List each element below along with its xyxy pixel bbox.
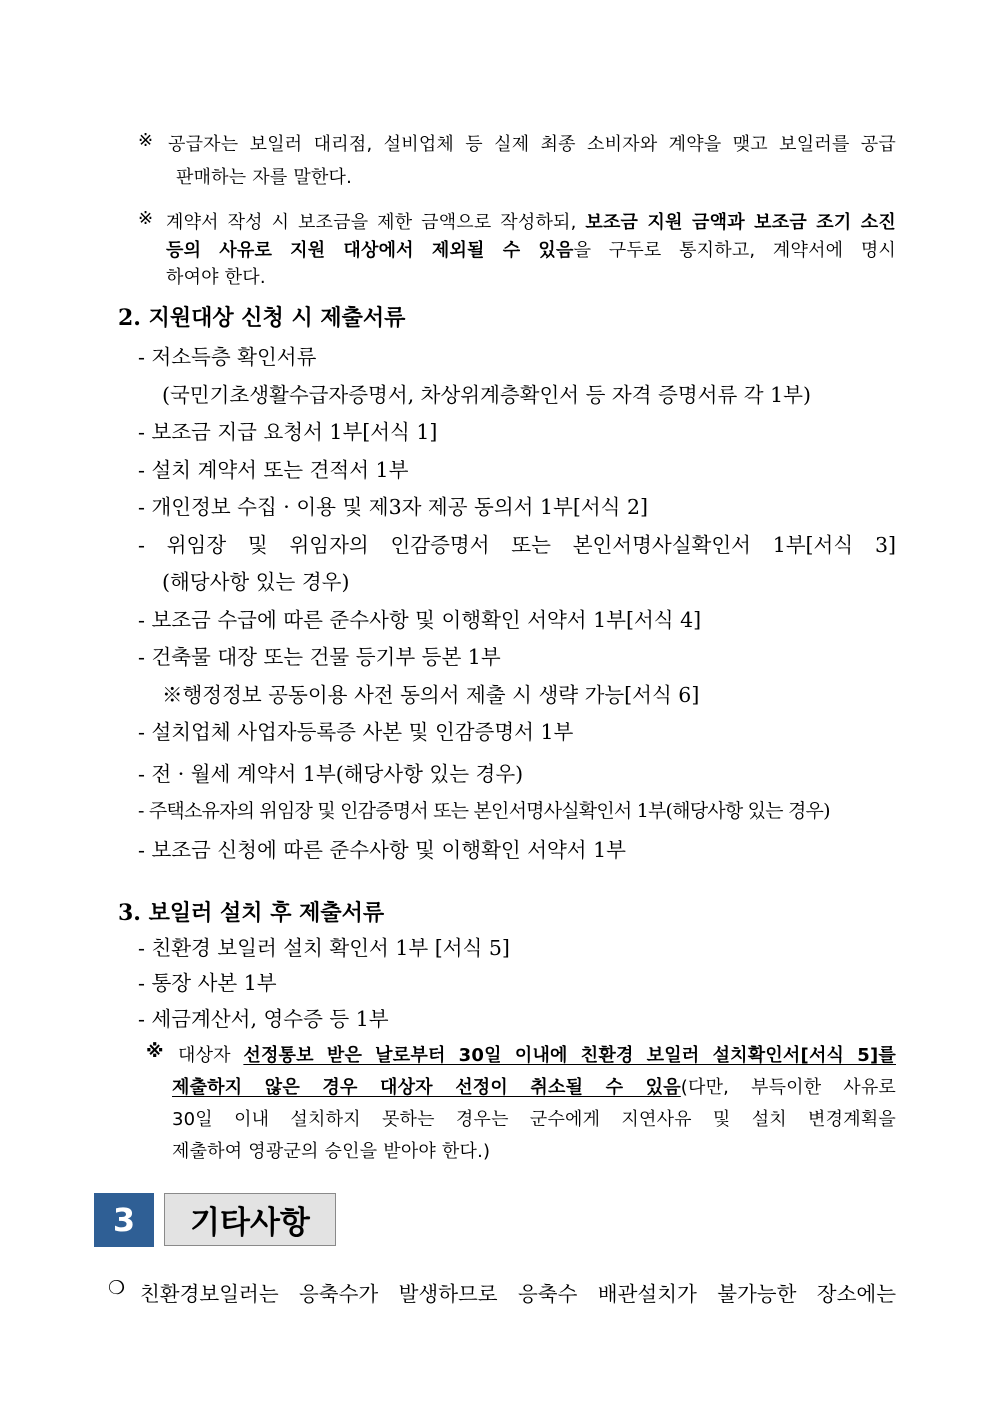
list-item: (국민기초생활수급자증명서, 차상위계층확인서 등 자격 증명서류 각 1부): [162, 383, 811, 407]
list-item: - 보조금 지급 요청서 1부[서식 1]: [138, 420, 438, 444]
note-text-emphasis: 제출하지 않은 경우 대상자 선정이 취소될 수 있음: [172, 1077, 681, 1098]
chapter-title: 기타사항: [164, 1193, 336, 1246]
list-item: ※행정정보 공동이용 사전 동의서 제출 시 생략 가능[서식 6]: [162, 683, 700, 707]
note-text: 판매하는 자를 말한다.: [176, 167, 353, 188]
note-text-plain: 대상자: [178, 1045, 244, 1066]
list-item: - 보조금 수급에 따른 준수사항 및 이행확인 서약서 1부[서식 4]: [138, 608, 702, 632]
list-item: (해당사항 있는 경우): [162, 570, 350, 594]
list-item: - 보조금 신청에 따른 준수사항 및 이행확인 서약서 1부: [138, 838, 626, 862]
bullet-text: 친환경보일러는 응축수가 발생하므로 응축수 배관설치가 불가능한 장소에는: [140, 1282, 896, 1306]
note-text: 제출하여 영광군의 승인을 받아야 한다.): [172, 1141, 491, 1162]
section-heading: 3. 보일러 설치 후 제출서류: [118, 900, 385, 926]
note-text: 공급자는 보일러 대리점, 설비업체 등 실제 최종 소비자와 계약을 맺고 보일러를 공급: [168, 134, 896, 155]
note-mark: ※: [138, 130, 154, 151]
note-mark: ※: [146, 1041, 164, 1062]
note-text: 30일 이내 설치하지 못하는 경우는 군수에게 지연사유 및 설치 변경계획을: [172, 1109, 896, 1130]
note-text: 하여야 한다.: [166, 267, 266, 288]
note-text-emphasis: 선정통보 받은 날로부터 30일 이내에 친환경 보일러 설치확인서[서식 5]를: [243, 1045, 896, 1066]
note-text-plain: (다만, 부득이한 사유로: [680, 1077, 896, 1098]
list-item: - 저소득층 확인서류: [138, 345, 317, 369]
note-text-bold: 보조금 지원 금액과 보조금 조기 소진: [585, 212, 896, 233]
list-item: - 주택소유자의 위임장 및 인감증명서 또는 본인서명사실확인서 1부(해당사항 있는 경우): [138, 800, 830, 822]
list-item: - 통장 사본 1부: [138, 971, 277, 995]
note-text: [166, 208, 896, 234]
list-item: - 건축물 대장 또는 건물 등기부 등본 1부: [138, 645, 501, 669]
note-text-plain: 계약서 작성 시 보조금을 제한 금액으로 작성하되,: [166, 212, 586, 233]
list-item: - 설치 계약서 또는 견적서 1부: [138, 458, 409, 482]
list-item: - 위임장 및 위임자의 인감증명서 또는 본인서명사실확인서 1부[서식 3]: [138, 533, 896, 557]
list-item: - 개인정보 수집 · 이용 및 제3자 제공 동의서 1부[서식 2]: [138, 495, 648, 519]
list-item: - 친환경 보일러 설치 확인서 1부 [서식 5]: [138, 936, 510, 960]
section-heading: 2. 지원대상 신청 시 제출서류: [118, 305, 406, 331]
list-item: - 설치업체 사업자등록증 사본 및 인감증명서 1부: [138, 720, 574, 744]
note-text: [172, 1073, 896, 1099]
list-item: - 전 · 월세 계약서 1부(해당사항 있는 경우): [138, 762, 524, 786]
note-text-plain: 을 구두로 통지하고, 계약서에 명시: [573, 240, 896, 261]
list-item: - 세금계산서, 영수증 등 1부: [138, 1007, 389, 1031]
chapter-number-badge: 3: [94, 1193, 154, 1247]
note-mark: ※: [138, 208, 154, 229]
note-text: [178, 1041, 896, 1067]
note-text-bold: 등의 사유로 지원 대상에서 제외될 수 있음: [166, 240, 574, 261]
note-text: [166, 236, 896, 262]
circle-bullet-icon: ❍: [108, 1277, 126, 1299]
